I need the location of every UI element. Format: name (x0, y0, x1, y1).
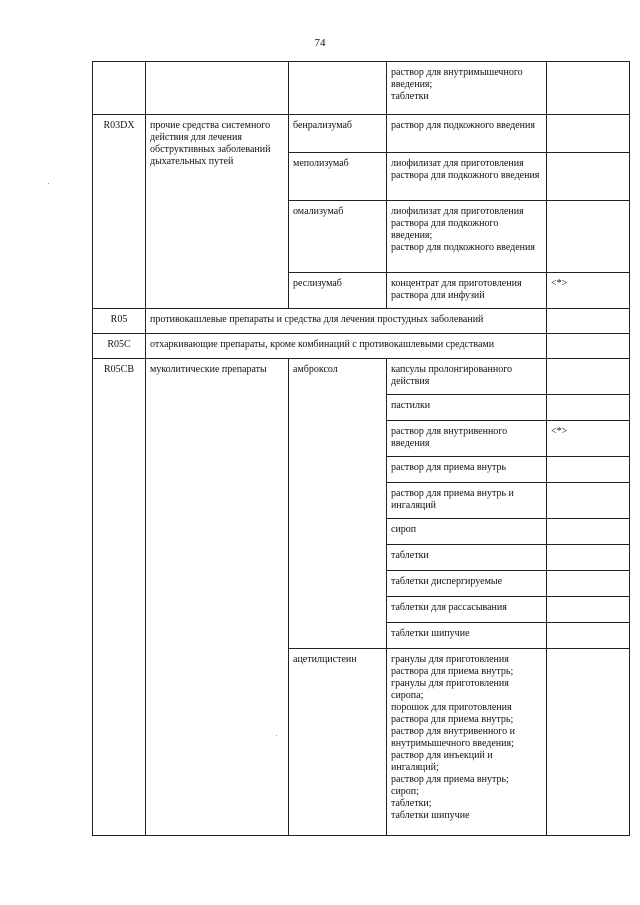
note-cell (547, 115, 630, 153)
group-cell: муколитические препараты (146, 359, 289, 836)
dosage-form-line: лиофилизат для приготовления раствора для подкожного введения; (391, 206, 524, 241)
dosage-form-line: таблетки (391, 91, 429, 102)
dosage-form-cell (387, 359, 547, 395)
page-number: 74 (314, 37, 326, 49)
note-cell (547, 201, 630, 273)
dosage-form-cell (387, 153, 547, 201)
note-cell (547, 395, 630, 421)
dosage-form-line: раствор для внутривенного введения (391, 426, 508, 449)
table-row (93, 62, 630, 115)
dosage-form-line: концентрат для приготовления раствора для инфузий (391, 278, 522, 301)
note-cell (547, 545, 630, 571)
atc-code-cell: R05 (93, 309, 146, 334)
dosage-form-cell (387, 201, 547, 273)
dosage-form-line: сироп (391, 524, 417, 535)
note-cell (547, 519, 630, 545)
group-cell: отхаркивающие препараты, кроме комбинаций с противокашлевыми средствами (146, 334, 547, 359)
dosage-form-line: таблетки (391, 550, 429, 561)
dosage-form-line: лиофилизат для приготовления раствора для подкожного введения (391, 158, 540, 181)
dosage-form-cell (387, 457, 547, 483)
dosage-form-line: раствор для подкожного введения (391, 242, 535, 253)
scan-speck (48, 183, 49, 184)
note-cell: <*> (547, 421, 630, 457)
dosage-form-line: раствор для приема внутрь и ингаляций (391, 488, 514, 511)
dosage-form-cell (387, 62, 547, 115)
atc-code-cell (93, 62, 146, 115)
note-cell (547, 571, 630, 597)
atc-code-cell: R05CB (93, 359, 146, 836)
dosage-form-cell (387, 545, 547, 571)
scan-speck (276, 735, 277, 736)
dosage-form-cell (387, 421, 547, 457)
group-cell (146, 62, 289, 115)
drug-cell (289, 62, 387, 115)
drug-cell: ацетилцистеин (289, 649, 387, 836)
drug-cell: амброксол (289, 359, 387, 649)
dosage-form-line: раствор для подкожного введения (391, 120, 535, 131)
dosage-form-line: капсулы пролонгированного действия (391, 364, 513, 387)
atc-code-cell: R05C (93, 334, 146, 359)
atc-code-cell: R03DX (93, 115, 146, 309)
note-cell: <*> (547, 273, 630, 309)
note-cell (547, 457, 630, 483)
drug-cell: меполизумаб (289, 153, 387, 201)
note-cell (547, 649, 630, 836)
dosage-form-cell (387, 483, 547, 519)
dosage-form-line: таблетки шипучие (391, 628, 470, 639)
dosage-form-cell (387, 115, 547, 153)
dosage-form-cell (387, 519, 547, 545)
note-cell (547, 597, 630, 623)
group-cell: противокашлевые препараты и средства для лечения простудных заболеваний (146, 309, 547, 334)
dosage-form-line: таблетки; (391, 798, 432, 809)
dosage-form-cell (387, 571, 547, 597)
dosage-form-cell (387, 395, 547, 421)
dosage-form-cell (387, 597, 547, 623)
drug-table (92, 61, 630, 836)
note-cell (547, 153, 630, 201)
dosage-form-line: таблетки диспергируемые (391, 576, 503, 587)
note-cell (547, 62, 630, 115)
dosage-form-line: раствор для внутривенного и внутримышечного введения; (391, 726, 516, 749)
table-row (93, 359, 630, 395)
drug-cell: бенрализумаб (289, 115, 387, 153)
dosage-form-line: пастилки (391, 400, 431, 411)
note-cell (547, 309, 630, 334)
table-row (93, 334, 630, 359)
dosage-form-line: раствор для внутримышечного введения; (391, 67, 523, 90)
dosage-form-line: таблетки шипучие (391, 810, 470, 821)
dosage-form-cell (387, 273, 547, 309)
dosage-form-cell (387, 649, 547, 836)
note-cell (547, 334, 630, 359)
dosage-form-line: гранулы для приготовления раствора для приема внутрь; (391, 654, 514, 677)
dosage-form-line: сироп; (391, 786, 419, 797)
table-row (93, 115, 630, 153)
dosage-form-line: порошок для приготовления раствора для приема внутрь; (391, 702, 514, 725)
dosage-form-line: гранулы для приготовления сиропа; (391, 678, 509, 701)
note-cell (547, 359, 630, 395)
dosage-form-line: таблетки для рассасывания (391, 602, 507, 613)
dosage-form-line: раствор для приема внутрь; (391, 774, 509, 785)
table-row (93, 309, 630, 334)
dosage-form-line: раствор для приема внутрь (391, 462, 507, 473)
dosage-form-line: раствор для инъекций и ингаляций; (391, 750, 493, 773)
dosage-form-cell (387, 623, 547, 649)
note-cell (547, 483, 630, 519)
drug-cell: омализумаб (289, 201, 387, 273)
note-cell (547, 623, 630, 649)
drug-cell: реслизумаб (289, 273, 387, 309)
group-cell: прочие средства системного действия для лечения обструктивных заболеваний дыхательных путей (146, 115, 289, 309)
